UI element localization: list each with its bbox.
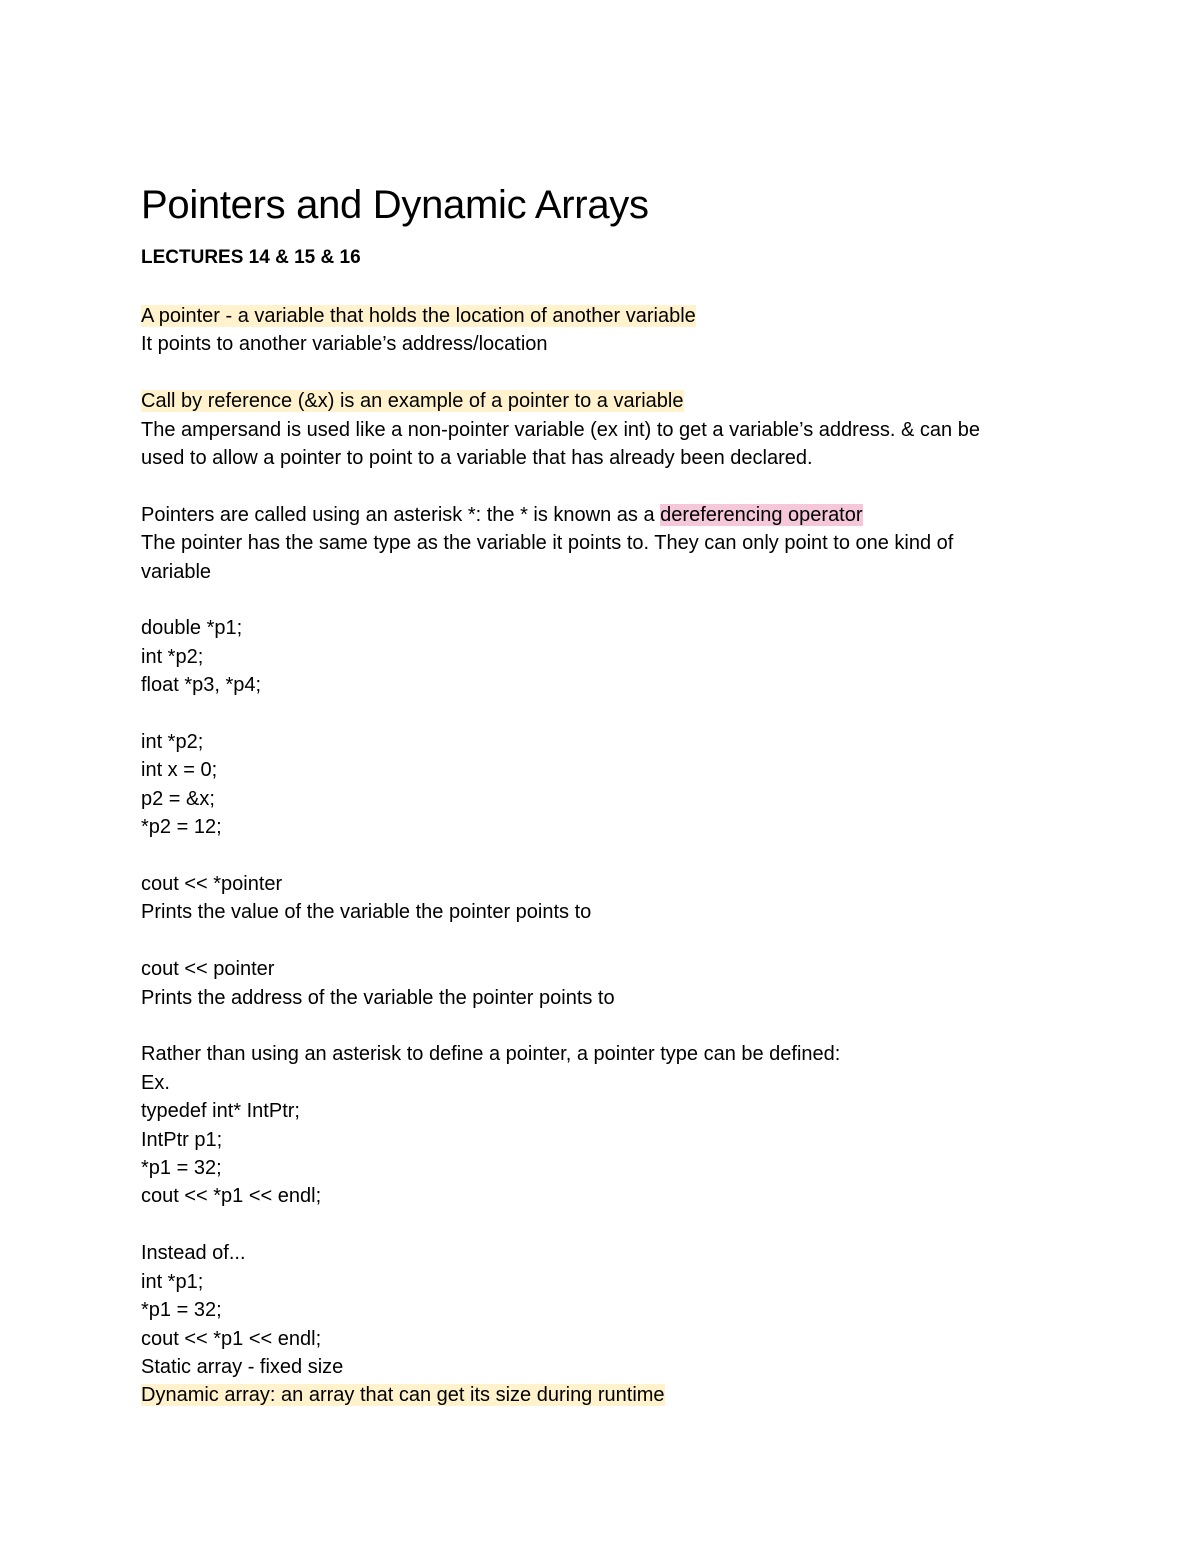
blank-line	[141, 927, 1061, 955]
code-line: *p1 = 32;	[141, 1157, 222, 1180]
text-line	[141, 387, 1061, 415]
text-segment: Pointers are called using an asterisk *: the * is known as a	[141, 503, 661, 526]
page-title: Pointers and Dynamic Arrays	[141, 183, 649, 227]
text-line: It points to another variable’s address/location	[141, 333, 548, 356]
code-line: IntPtr p1;	[141, 1128, 223, 1151]
code-line: int x = 0;	[141, 759, 218, 782]
code-line: *p1 = 32;	[141, 1299, 222, 1322]
text-line: Static array - fixed size	[141, 1355, 344, 1378]
text-line: Rather than using an asterisk to define a pointer, a pointer type can be defined:	[141, 1043, 841, 1066]
code-line: cout << *p1 << endl;	[141, 1327, 322, 1350]
highlighted-term: dereferencing operator	[660, 503, 863, 526]
lecture-subtitle: LECTURES 14 & 15 & 16	[141, 247, 361, 268]
text-line	[141, 302, 1061, 330]
text-line: used to allow a pointer to point to a variable that has already been declared.	[141, 447, 813, 470]
text-line: variable	[141, 560, 212, 583]
code-line: cout << *p1 << endl;	[141, 1185, 322, 1208]
blank-line	[141, 700, 1061, 728]
code-line: cout << *pointer	[141, 873, 283, 896]
code-line: int *p2;	[141, 645, 204, 668]
text-line: Prints the address of the variable the pointer points to	[141, 986, 615, 1009]
text-line	[141, 1381, 1061, 1409]
highlighted-text: Dynamic array: an array that can get its size during runtime	[141, 1384, 665, 1407]
code-line: int *p2;	[141, 731, 204, 754]
text-line: Instead of...	[141, 1242, 246, 1265]
code-line: typedef int* IntPtr;	[141, 1100, 300, 1123]
code-line: float *p3, *p4;	[141, 674, 262, 697]
text-line	[141, 501, 1061, 529]
blank-line	[141, 1012, 1061, 1040]
code-line: int *p1;	[141, 1270, 204, 1293]
text-line: The ampersand is used like a non-pointer variable (ex int) to get a variable’s address. & can be	[141, 418, 980, 441]
blank-line	[141, 586, 1061, 614]
document-page	[141, 180, 1061, 1410]
highlighted-text: Call by reference (&x) is an example of a pointer to a variable	[141, 390, 684, 413]
text-line: Ex.	[141, 1071, 170, 1094]
text-line: Prints the value of the variable the pointer points to	[141, 901, 592, 924]
blank-line	[141, 359, 1061, 387]
document-body	[141, 302, 1061, 1410]
blank-line	[141, 472, 1061, 500]
text-line: The pointer has the same type as the variable it points to. They can only point to one kind of	[141, 532, 954, 555]
blank-line	[141, 1211, 1061, 1239]
highlighted-text: A pointer - a variable that holds the location of another variable	[141, 305, 696, 327]
code-line: double *p1;	[141, 617, 243, 640]
code-line: cout << pointer	[141, 958, 275, 981]
code-line: *p2 = 12;	[141, 816, 222, 839]
blank-line	[141, 842, 1061, 870]
code-line: p2 = &x;	[141, 787, 215, 810]
